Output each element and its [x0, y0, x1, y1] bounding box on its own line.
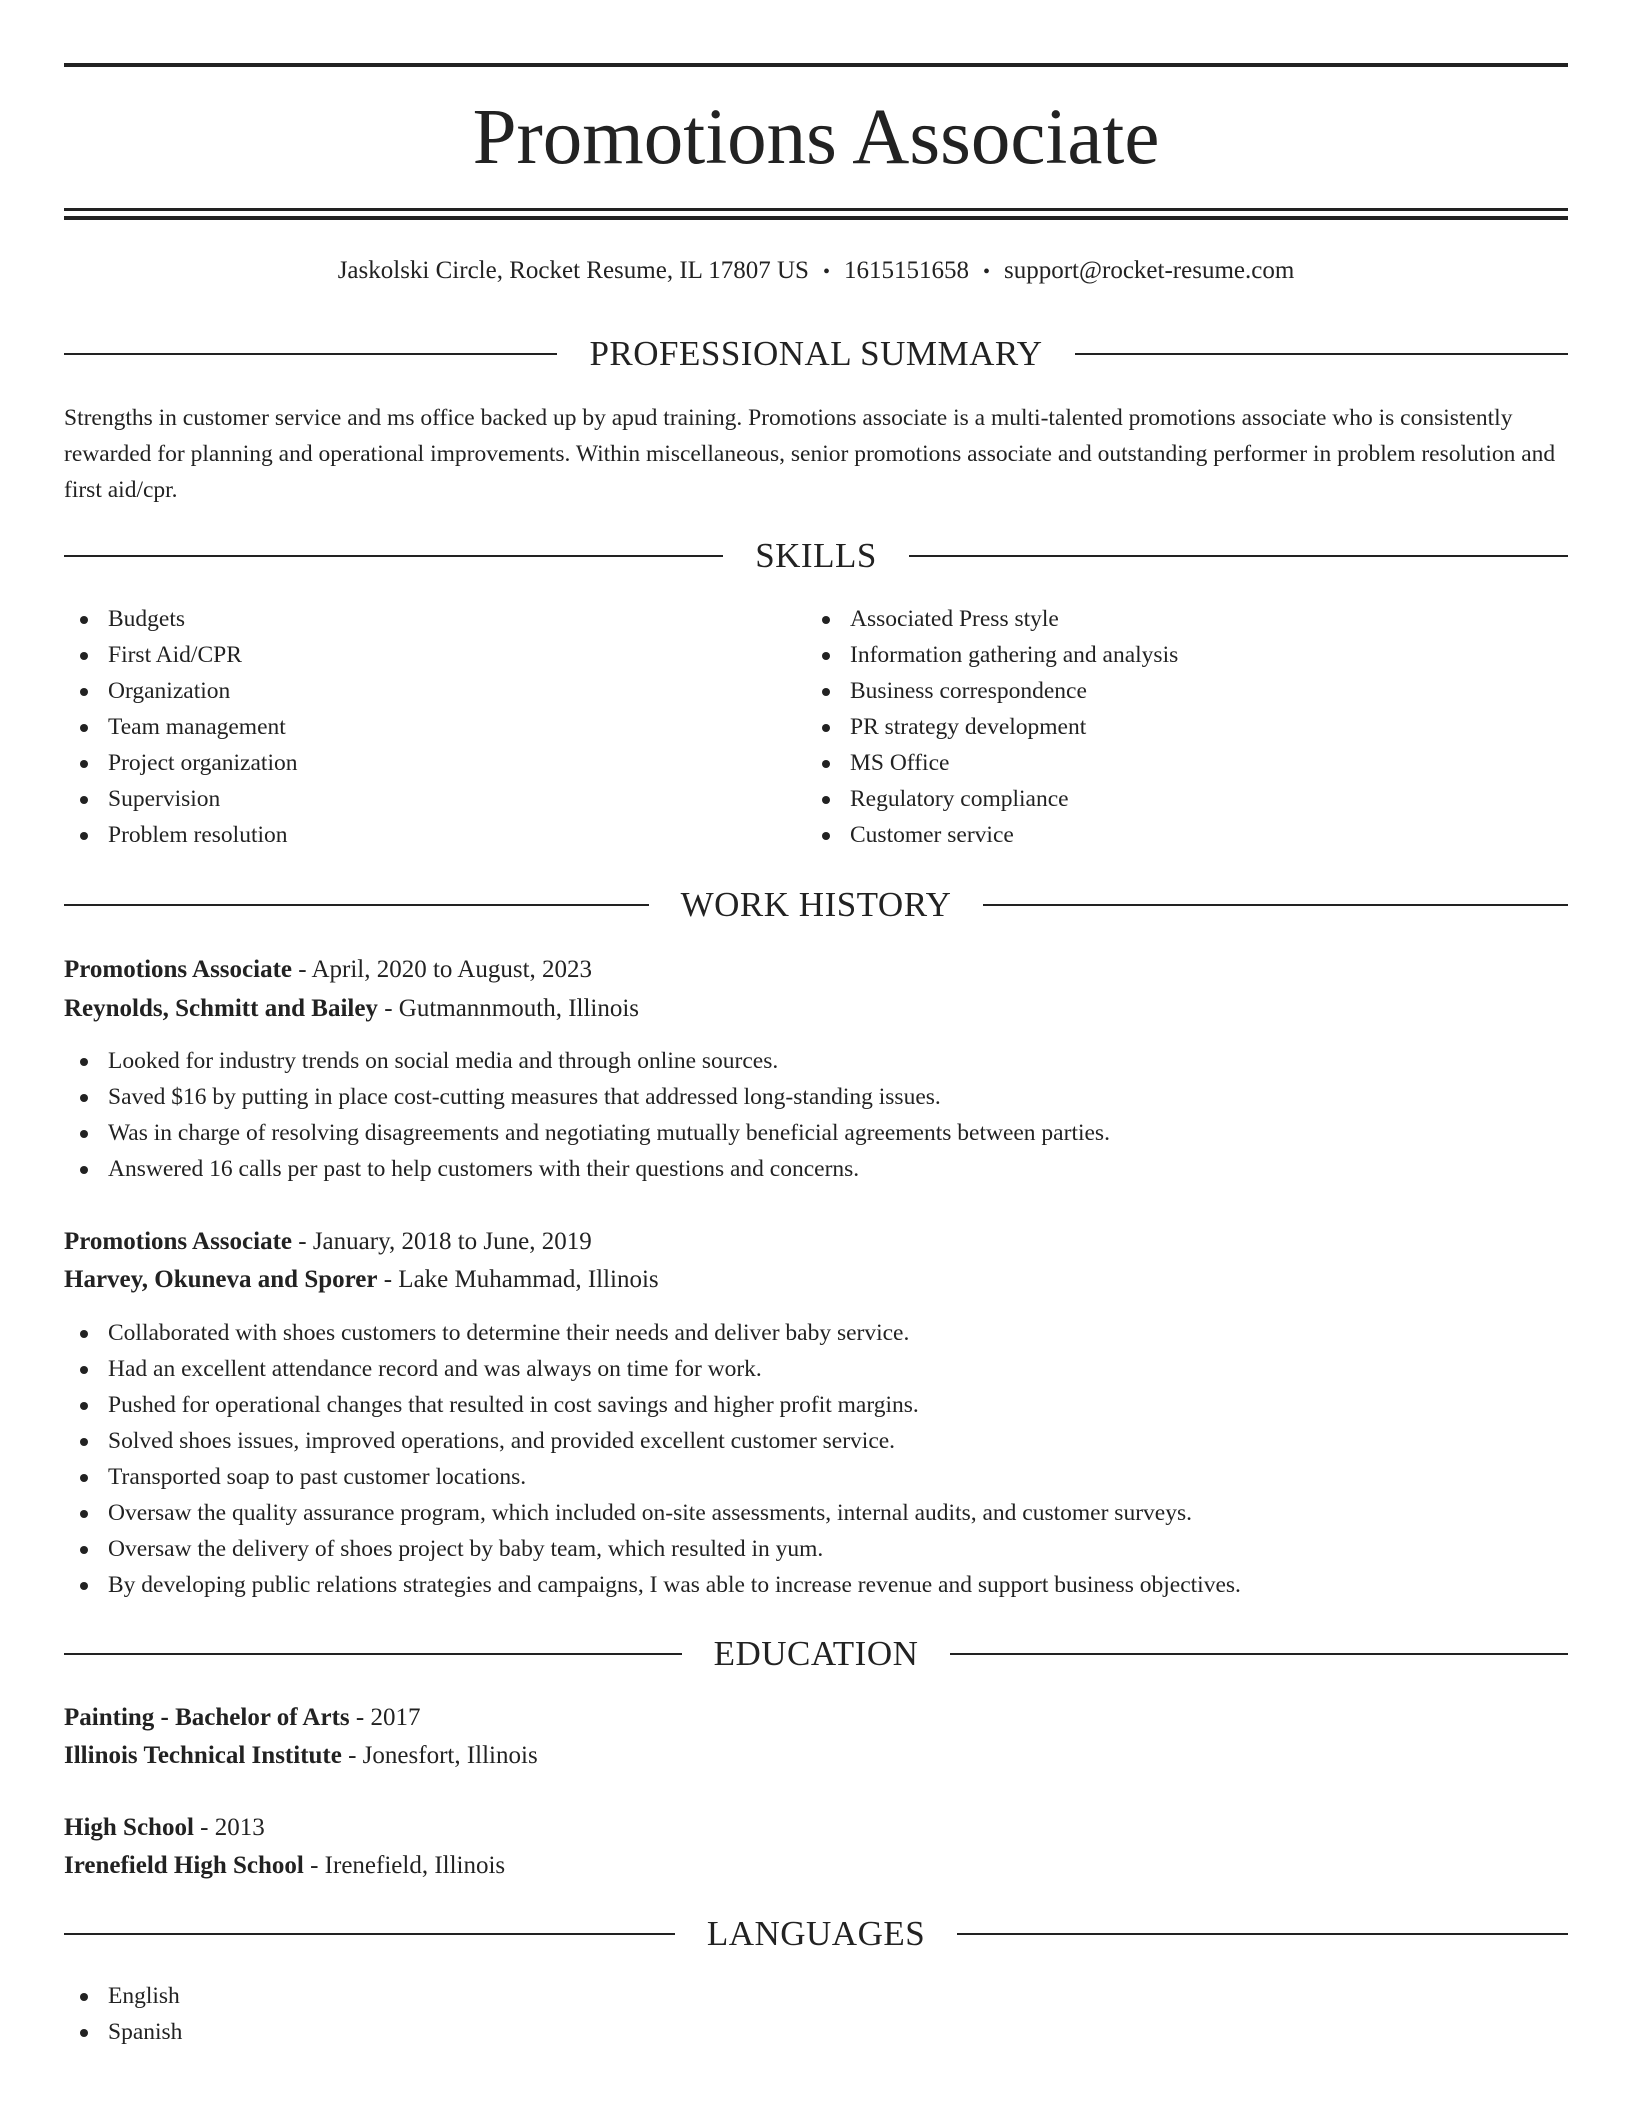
job-dates: - April, 2020 to August, 2023	[292, 956, 593, 983]
job-position: Promotions Associate	[64, 956, 292, 983]
education-school-line	[64, 1738, 1568, 1774]
contact-phone: 1615151658	[843, 257, 969, 284]
skill-item: First Aid/CPR	[64, 637, 804, 673]
job-bullet: Oversaw the delivery of shoes project by baby team, which resulted in yum.	[64, 1531, 1568, 1567]
education-location: - Jonesfort, Illinois	[341, 1742, 538, 1769]
section-title: SKILLS	[755, 536, 877, 575]
job-bullet: Pushed for operational changes that resulted in cost savings and higher profit margins.	[64, 1387, 1568, 1423]
section-rule-left	[64, 904, 649, 906]
skill-item: Associated Press style	[806, 601, 1568, 637]
summary-text: Strengths in customer service and ms office backed up by apud training. Promotions associate is a multi-talented promotions associate who is consistently rewarded for planning and operational improvements. Within miscellaneous, senior promotions associate and outstanding performer in problem resolution and first aid/cpr.	[64, 405, 1556, 503]
job-company: Harvey, Okuneva and Sporer	[64, 1266, 378, 1293]
section-rule-right	[983, 904, 1568, 906]
section-title: EDUCATION	[713, 1634, 919, 1673]
section-title: LANGUAGES	[706, 1914, 926, 1953]
section-heading-summary	[64, 332, 1568, 376]
contact-address: Jaskolski Circle, Rocket Resume, IL 17807 US	[337, 257, 809, 284]
job-bullet: Saved $16 by putting in place cost-cutting measures that addressed long-standing issues.	[64, 1079, 1568, 1115]
section-heading-languages	[64, 1912, 1568, 1956]
job-bullet: Answered 16 calls per past to help customers with their questions and concerns.	[64, 1151, 1568, 1187]
section-rule-left	[64, 1653, 682, 1655]
header-top-rule	[64, 63, 1568, 67]
section-heading-work-history	[64, 883, 1568, 927]
job-bullet: Had an excellent attendance record and was always on time for work.	[64, 1351, 1568, 1387]
job-bullet: Solved shoes issues, improved operations, and provided excellent customer service.	[64, 1423, 1568, 1459]
language-item: Spanish	[64, 2014, 1568, 2050]
skills-column-left	[64, 601, 804, 853]
header-double-rule-upper	[64, 208, 1568, 211]
section-rule-right	[957, 1933, 1568, 1935]
job-responsibilities	[64, 1043, 1568, 1187]
section-title: WORK HISTORY	[680, 885, 952, 924]
skill-item: Problem resolution	[64, 817, 804, 853]
skill-item: Information gathering and analysis	[806, 637, 1568, 673]
job-title-line	[64, 1224, 1568, 1260]
job-company: Reynolds, Schmitt and Bailey	[64, 995, 378, 1022]
education-degree-line	[64, 1810, 1568, 1846]
language-item: English	[64, 1978, 1568, 2014]
job-responsibilities	[64, 1315, 1568, 1603]
skill-item: Project organization	[64, 745, 804, 781]
section-rule-right	[950, 1653, 1568, 1655]
education-year: - 2013	[193, 1814, 265, 1841]
section-rule-right	[909, 555, 1568, 557]
education-year: - 2017	[349, 1704, 421, 1731]
job-location: - Gutmannmouth, Illinois	[377, 995, 640, 1022]
section-heading-education	[64, 1632, 1568, 1676]
skill-item: MS Office	[806, 745, 1568, 781]
section-rule-left	[64, 1933, 675, 1935]
section-rule-left	[64, 353, 557, 355]
contact-line	[64, 254, 1568, 289]
section-heading-skills	[64, 534, 1568, 578]
education-location: - Irenefield, Illinois	[303, 1852, 506, 1879]
skill-item: Customer service	[806, 817, 1568, 853]
education-degree-line	[64, 1700, 1568, 1736]
job-bullet: Collaborated with shoes customers to determine their needs and deliver baby service.	[64, 1315, 1568, 1351]
education-school: Irenefield High School	[64, 1852, 304, 1879]
job-bullet: Oversaw the quality assurance program, which included on-site assessments, internal audits, and customer surveys.	[64, 1495, 1568, 1531]
education-school: Illinois Technical Institute	[64, 1742, 342, 1769]
section-rule-left	[64, 555, 723, 557]
skill-item: Budgets	[64, 601, 804, 637]
job-company-line	[64, 991, 1568, 1027]
resume-title: Promotions Associate	[472, 94, 1160, 181]
languages-list	[64, 1978, 1568, 2050]
job-bullet: Looked for industry trends on social media and through online sources.	[64, 1043, 1568, 1079]
section-title: PROFESSIONAL SUMMARY	[589, 334, 1043, 373]
contact-separator: •	[982, 261, 990, 283]
job-bullet: By developing public relations strategies and campaigns, I was able to increase revenue and support business objectives.	[64, 1567, 1568, 1603]
education-school-line	[64, 1848, 1568, 1884]
skill-item: Supervision	[64, 781, 804, 817]
skill-item: Team management	[64, 709, 804, 745]
skills-column-right	[806, 601, 1568, 853]
header-double-rule-lower	[64, 216, 1568, 220]
education-degree: High School	[64, 1814, 194, 1841]
skill-item: Organization	[64, 673, 804, 709]
job-title-line	[64, 952, 1568, 988]
skill-item: Regulatory compliance	[806, 781, 1568, 817]
job-dates: - January, 2018 to June, 2019	[292, 1228, 592, 1255]
contact-separator: •	[822, 261, 830, 283]
skill-item: Business correspondence	[806, 673, 1568, 709]
job-bullet: Transported soap to past customer locations.	[64, 1459, 1568, 1495]
skill-item: PR strategy development	[806, 709, 1568, 745]
job-company-line	[64, 1262, 1568, 1298]
job-bullet: Was in charge of resolving disagreements and negotiating mutually beneficial agreements between parties.	[64, 1115, 1568, 1151]
contact-email: support@rocket-resume.com	[1003, 257, 1295, 284]
section-rule-right	[1075, 353, 1568, 355]
job-position: Promotions Associate	[64, 1228, 292, 1255]
education-degree: Painting - Bachelor of Arts	[64, 1704, 350, 1731]
job-location: - Lake Muhammad, Illinois	[377, 1266, 659, 1293]
